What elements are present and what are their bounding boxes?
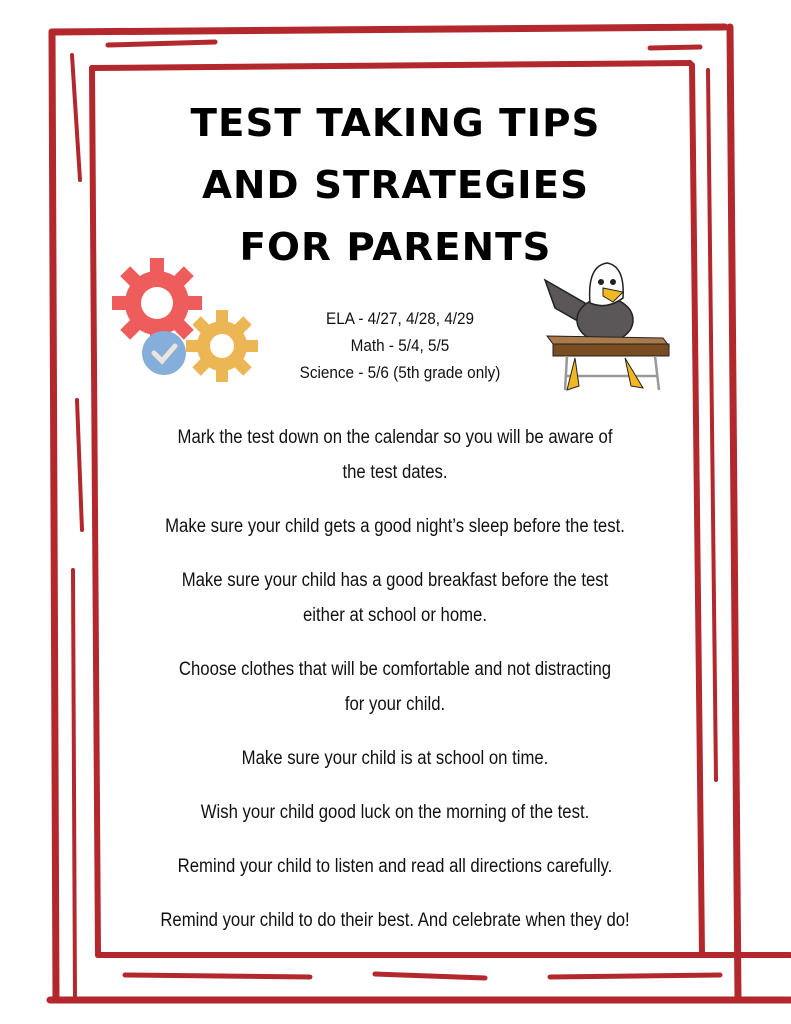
gears-checkmark-icon [112, 258, 262, 388]
date-math: Math - 5/4, 5/5 [350, 336, 450, 355]
tip-item: Make sure your child is at school on time. [241, 748, 549, 769]
tip-item: Make sure your child has a good breakfast before the test either at school or home. [181, 570, 609, 626]
tip-item: Mark the test down on the calendar so you will be aware of the test dates. [177, 427, 613, 483]
tip-item: Remind your child to listen and read all directions carefully. [177, 856, 613, 877]
test-dates [250, 305, 550, 386]
page-title [0, 92, 791, 278]
tips-list [110, 420, 680, 938]
title-line-1: TEST TAKING TIPS [190, 101, 601, 145]
eagle-mascot-icon [535, 258, 675, 396]
title-line-3: FOR PARENTS [239, 225, 552, 269]
tip-item: Remind your child to do their best. And celebrate when they do! [160, 910, 630, 931]
title-line-2: AND STRATEGIES [201, 163, 590, 207]
tip-item: Wish your child good luck on the morning of the test. [200, 802, 590, 823]
date-ela: ELA - 4/27, 4/28, 4/29 [325, 309, 475, 328]
date-science: Science - 5/6 (5th grade only) [299, 363, 501, 382]
tip-item: Choose clothes that will be comfortable and not distracting for your child. [178, 659, 612, 715]
tip-item: Make sure your child gets a good night’s sleep before the test. [165, 516, 625, 537]
